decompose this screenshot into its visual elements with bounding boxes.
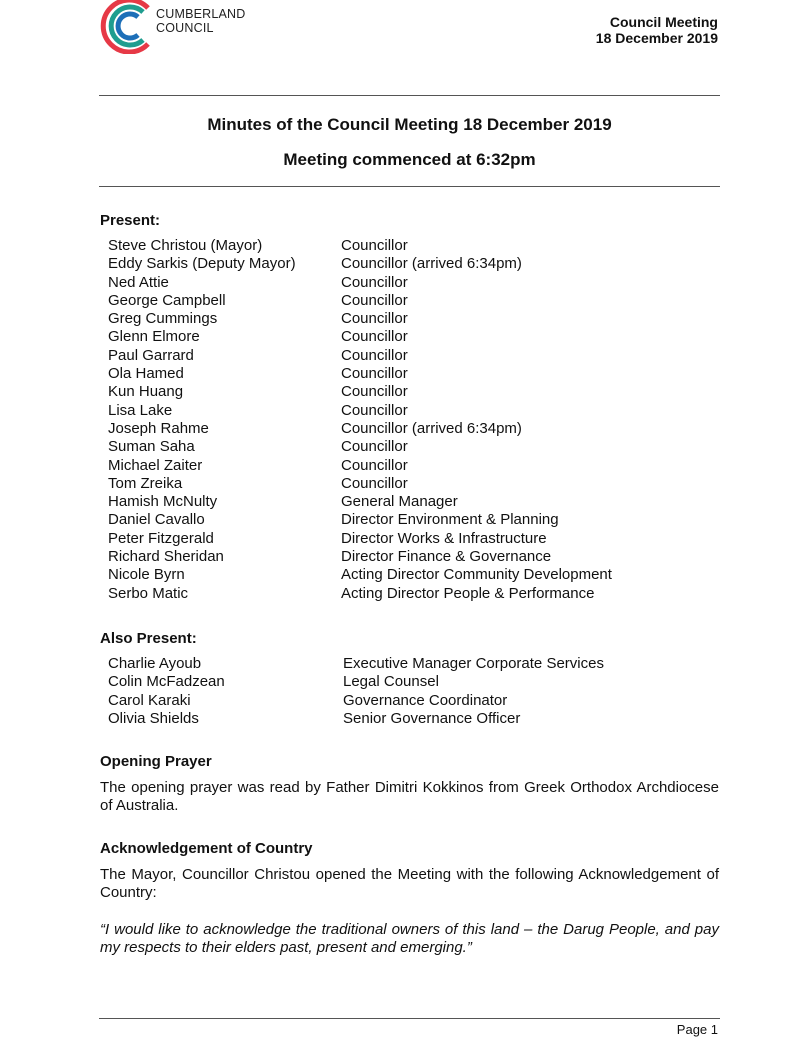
attendee-role: Governance Coordinator bbox=[343, 691, 508, 709]
attendee-role: Acting Director People & Performance bbox=[341, 584, 595, 602]
council-logo-icon bbox=[98, 0, 158, 54]
attendee-name: Tom Zreika bbox=[108, 474, 183, 492]
attendee-name: Olivia Shields bbox=[108, 709, 199, 727]
council-logo bbox=[98, 0, 258, 54]
attendee-name: Michael Zaiter bbox=[108, 456, 203, 474]
logo-wordmark bbox=[156, 7, 246, 35]
attendee-role: Director Finance & Governance bbox=[341, 548, 552, 566]
attendee-name: Greg Cummings bbox=[108, 310, 218, 328]
attendee-name: Suman Saha bbox=[108, 438, 195, 456]
attendee-name: Peter Fitzgerald bbox=[108, 529, 214, 547]
attendee-role: Councillor bbox=[341, 456, 408, 474]
header-meeting: Council Meeting bbox=[609, 14, 718, 30]
header-date: 18 December 2019 bbox=[595, 30, 718, 46]
present-heading: Present: bbox=[100, 212, 161, 229]
attendee-name: Nicole Byrn bbox=[108, 566, 185, 584]
attendee-role: Councillor bbox=[341, 291, 408, 309]
page-title: Minutes of the Council Meeting 18 December 2019 bbox=[207, 115, 612, 134]
acknowledgement-quote: “I would like to acknowledge the traditional owners of this land – the Darug People, and pay my respects to their elders past, present and emerging.” bbox=[100, 921, 719, 956]
meeting-commenced: Meeting commenced at 6:32pm bbox=[283, 150, 536, 169]
attendee-role: Councillor bbox=[341, 365, 408, 383]
header-meta bbox=[596, 14, 718, 46]
divider-top bbox=[99, 95, 720, 96]
also-present-heading: Also Present: bbox=[100, 630, 197, 647]
attendee-name: Kun Huang bbox=[108, 383, 184, 401]
divider-footer bbox=[99, 1018, 720, 1019]
attendee-name: Paul Garrard bbox=[108, 346, 194, 364]
attendee-role: Executive Manager Corporate Services bbox=[343, 655, 604, 672]
prayer-text: The opening prayer was read by Father Dimitri Kokkinos from Greek Orthodox Archdiocese of Australia. bbox=[100, 779, 719, 814]
attendee-name: Hamish McNulty bbox=[108, 493, 218, 511]
attendee-name: Lisa Lake bbox=[108, 401, 173, 419]
logo-line-2: COUNCIL bbox=[156, 21, 214, 35]
attendee-role: Councillor (arrived 6:34pm) bbox=[341, 255, 522, 273]
attendee-name: George Campbell bbox=[108, 291, 226, 309]
attendee-name: Colin McFadzean bbox=[108, 673, 225, 691]
attendee-role: Senior Governance Officer bbox=[343, 709, 521, 727]
attendee-role: Councillor bbox=[341, 383, 408, 401]
attendee-name: Richard Sheridan bbox=[108, 548, 224, 566]
attendee-name: Daniel Cavallo bbox=[108, 511, 205, 529]
attendee-name: Charlie Ayoub bbox=[108, 655, 202, 672]
attendee-role: Councillor bbox=[341, 474, 408, 492]
attendee-name: Eddy Sarkis (Deputy Mayor) bbox=[108, 255, 296, 273]
attendee-name: Carol Karaki bbox=[108, 691, 191, 709]
attendee-role: Councillor bbox=[341, 310, 408, 328]
attendee-role: Councillor bbox=[341, 438, 408, 456]
attendee-name: Ola Hamed bbox=[108, 365, 184, 383]
attendee-name: Ned Attie bbox=[108, 273, 169, 291]
attendee-role: Councillor bbox=[341, 237, 408, 254]
attendee-role: Councillor bbox=[341, 346, 408, 364]
acknowledgement-text: The Mayor, Councillor Christou opened the Meeting with the following Acknowledgement of Country: bbox=[100, 866, 719, 901]
attendee-role: General Manager bbox=[341, 493, 458, 511]
attendee-role: Councillor bbox=[341, 273, 408, 291]
acknowledgement-heading: Acknowledgement of Country bbox=[100, 840, 313, 857]
attendee-role: Director Environment & Planning bbox=[341, 511, 559, 529]
attendee-role: Councillor (arrived 6:34pm) bbox=[341, 419, 522, 437]
attendee-name: Serbo Matic bbox=[108, 584, 189, 602]
attendee-name: Glenn Elmore bbox=[108, 328, 200, 346]
attendee-role: Acting Director Community Development bbox=[341, 566, 612, 584]
attendee-role: Councillor bbox=[341, 401, 408, 419]
attendee-role: Legal Counsel bbox=[343, 673, 439, 691]
page-number: Page 1 bbox=[676, 1022, 718, 1037]
attendee-name: Joseph Rahme bbox=[108, 419, 209, 437]
divider-title bbox=[99, 186, 720, 187]
attendee-role: Director Works & Infrastructure bbox=[341, 529, 547, 547]
logo-line-1: CUMBERLAND bbox=[156, 7, 246, 21]
attendee-role: Councillor bbox=[341, 328, 408, 346]
prayer-heading: Opening Prayer bbox=[100, 753, 212, 770]
attendee-name: Steve Christou (Mayor) bbox=[108, 237, 263, 254]
